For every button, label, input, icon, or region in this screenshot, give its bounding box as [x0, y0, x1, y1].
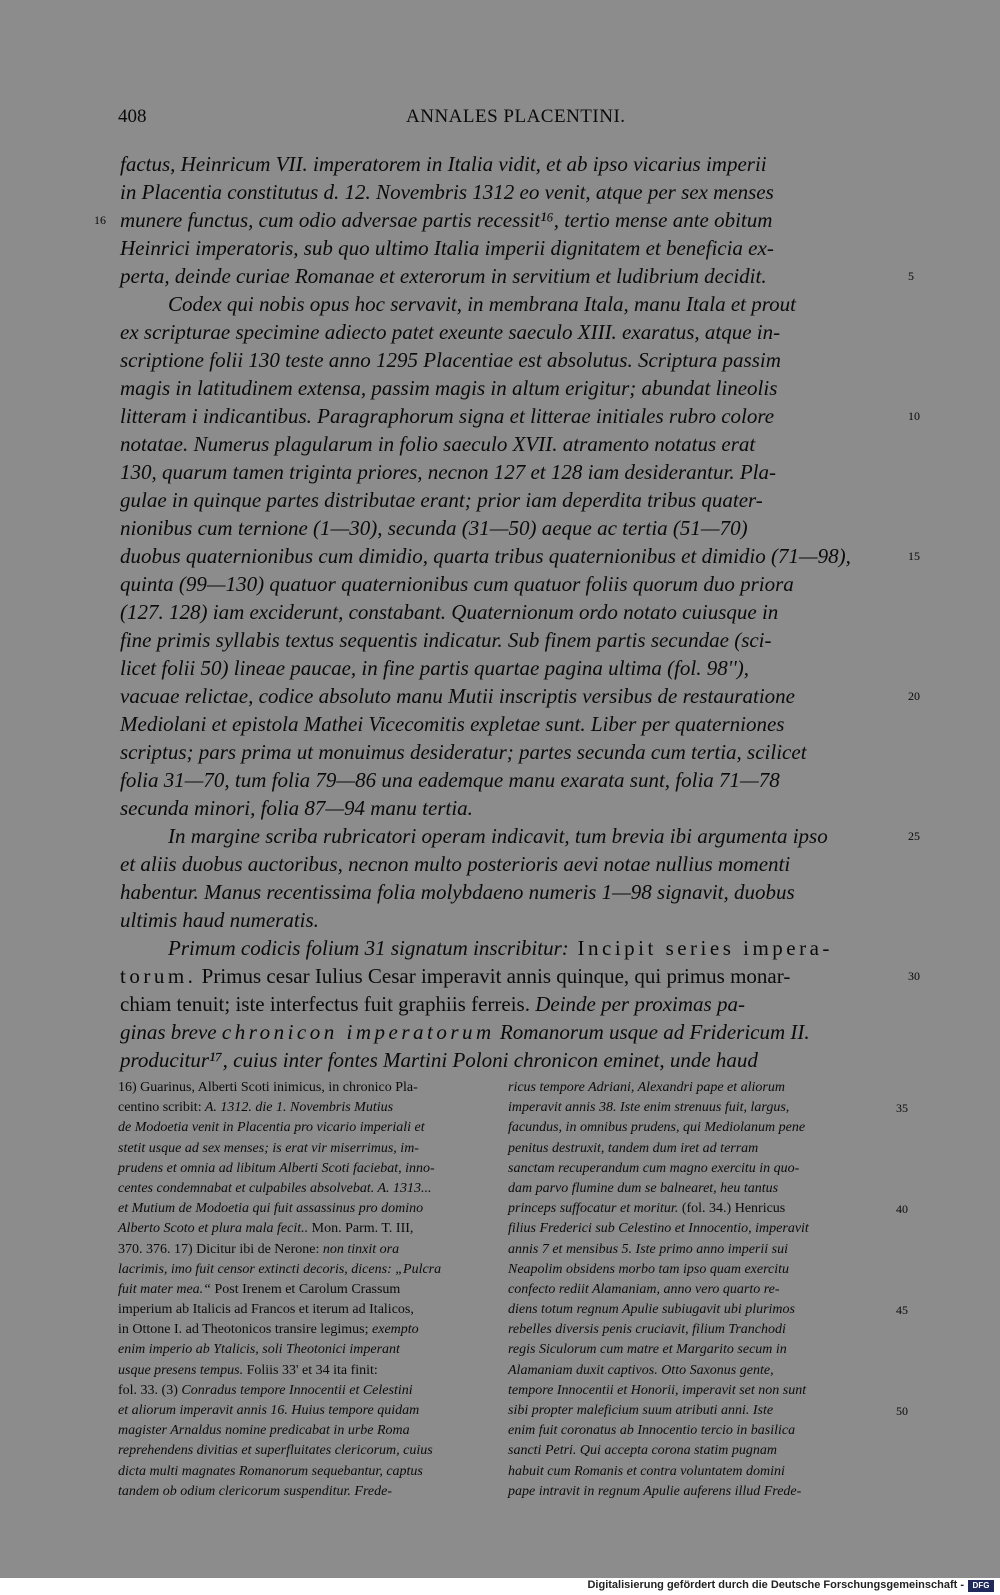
line-number: 20 [908, 689, 920, 703]
text-run: tandem ob odium clericorum suspenditur. Frede- [118, 1483, 392, 1499]
footnote-line [118, 1340, 496, 1360]
running-title: ANNALES PLACENTINI. [406, 106, 626, 127]
text-run: magis in latitudinem extensa, passim magis in altum erigitur; abundat lineolis [120, 376, 778, 400]
line-text [120, 402, 774, 430]
line-text [120, 654, 749, 682]
main-text-line [120, 878, 900, 906]
footer-credit: Digitalisierung gefördert durch die Deutsche Forschungsgemeinschaft - [587, 1579, 964, 1591]
line-text [120, 290, 796, 318]
text-run: ricus tempore Adriani, Alexandri pape et aliorum [508, 1080, 785, 1095]
footnote-column-left [118, 1078, 496, 1502]
text-run: habentur. Manus recentissima folia molybdaeno numeris 1—98 signavit, duobus [120, 880, 795, 904]
footnote-column-right [508, 1078, 908, 1502]
text-run: regis Siculorum cum matre et Margarito secum in [508, 1342, 787, 1358]
main-text-line [120, 150, 900, 178]
text-run: (127. 128) iam exciderunt, constabant. Quaternionum ordo notato cuiusque in [120, 600, 779, 624]
line-text [120, 234, 774, 262]
line-number: 30 [908, 969, 920, 983]
text-run: vacuae relictae, codice absoluto manu Mutii inscriptis versibus de restauratione [120, 684, 795, 708]
footnote-line [118, 1219, 496, 1239]
main-text-line [120, 514, 900, 542]
text-run: folia 31—70, tum folia 79—86 una eademque manu exarata sunt, folia 71—78 [120, 768, 780, 792]
text-run: pape intravit in regnum Apulie auferens illud Frede- [508, 1483, 802, 1499]
line-text [120, 206, 772, 234]
footnote-line [508, 1118, 886, 1138]
line-number: 35 [896, 1101, 908, 1116]
footnote-line [118, 1320, 496, 1340]
main-text-line [120, 374, 900, 402]
text-run: centino scribit: [118, 1100, 202, 1116]
footnote-line [508, 1320, 886, 1340]
text-run: enim imperio ab Ytalicis, soli Theotonici imperant [118, 1342, 400, 1358]
text-run: dam parvo flumine dum se balnearet, heu tantus [508, 1180, 779, 1196]
text-run: secunda minori, folia 87—94 manu tertia. [120, 796, 473, 820]
text-run: et aliorum imperavit annis 16. Huius tempore quidam [118, 1403, 420, 1418]
footnote-line [118, 1139, 496, 1159]
line-text [120, 430, 755, 458]
footnote-line [508, 1300, 908, 1320]
footnote-line [508, 1260, 886, 1280]
line-text [120, 262, 767, 290]
line-number: 50 [896, 1404, 908, 1418]
text-run: chronicon imperatorum [221, 1020, 495, 1044]
text-run: annis 7 et mensibus 5. Iste primo anno imperii sui [508, 1241, 788, 1257]
footnote-line [118, 1361, 496, 1381]
text-run: ex scripturae specimine adiecto patet exeunte saeculo XIII. exaratus, atque in- [120, 320, 781, 344]
footnote-line [508, 1179, 886, 1199]
main-text-line [120, 318, 900, 346]
text-run: A. 1312. die 1. Novembris Mutius [201, 1100, 394, 1116]
main-text-line [120, 962, 920, 990]
main-text-line [120, 290, 900, 318]
line-text [120, 710, 784, 738]
main-text-line [120, 766, 900, 794]
main-text-line [120, 458, 900, 486]
text-run: Primus cesar Iulius Cesar imperavit annis quinque, qui primus monar- [196, 964, 791, 988]
main-text-line [120, 1046, 900, 1074]
line-text [120, 514, 748, 542]
text-run: et aliis duobus auctoribus, necnon multo posterioris aevi notae nullius momenti [120, 852, 791, 876]
footnote-line [508, 1098, 908, 1118]
text-run: et Mutium de Modoetia qui fuit assassinus pro domino [118, 1201, 424, 1217]
text-run: fuit mater mea.“ [118, 1281, 211, 1297]
main-text-line [120, 850, 900, 878]
main-text-line [120, 262, 914, 290]
text-run: princeps suffocatur et moritur. [508, 1201, 679, 1217]
main-text-line [94, 206, 900, 234]
text-run: magister Arnaldus nomine predicabat in urbe Roma [118, 1423, 410, 1439]
text-run: torum. [120, 964, 197, 988]
main-text-line [120, 654, 900, 682]
text-run: factus, Heinricum VII. imperatorem in Italia vidit, et ab ipso vicarius imperii [120, 152, 767, 176]
line-number: 45 [896, 1303, 908, 1318]
footnote-line [508, 1159, 886, 1179]
footnote-line [118, 1462, 496, 1482]
main-text-line [120, 570, 900, 598]
page-number: 408 [118, 106, 147, 127]
text-run: 16) Guarinus, Alberti Scoti inimicus, in chronico Pla- [118, 1080, 418, 1095]
line-text [120, 346, 781, 374]
main-text-line [120, 402, 920, 430]
text-run: chiam tenuit; iste interfectus fuit graphiis ferreis. [120, 992, 530, 1016]
text-run: non tinxit ora [319, 1241, 400, 1257]
main-text-line [120, 234, 900, 262]
text-run: Mon. Parm. T. III, [308, 1221, 414, 1237]
main-text-line [120, 598, 900, 626]
text-run: in Ottone I. ad Theotonicos transire legimus; [118, 1322, 369, 1338]
main-text-line [120, 486, 900, 514]
line-text [120, 794, 473, 822]
text-run: Primum codicis folium 31 signatum inscribitur: [168, 936, 569, 960]
footnote-line [118, 1421, 496, 1441]
footnote-line [118, 1199, 496, 1219]
text-run: Deinde per proximas pa- [529, 992, 745, 1016]
text-run: Conradus tempore Innocentii et Celestini [177, 1382, 413, 1398]
text-run: duobus quaternionibus cum dimidio, quarta tribus quaternionibus et dimidio (71—98), [120, 544, 851, 568]
line-text [120, 486, 763, 514]
line-text [120, 318, 780, 346]
footnote-line [508, 1401, 908, 1421]
footnote-line [508, 1361, 886, 1381]
text-run: ginas breve [120, 1020, 222, 1044]
footnote-line [508, 1381, 886, 1401]
footnote-line [508, 1462, 886, 1482]
text-run: lacrimis, imo fuit censor extincti decoris, dicens: „Pulcra [118, 1261, 442, 1277]
text-run: gulae in quinque partes distributae erant; prior iam deperdita tribus quater- [120, 488, 763, 512]
text-run: habuit cum Romanis et contra voluntatem domini [508, 1463, 785, 1479]
footnote-line [118, 1179, 496, 1199]
text-run: 370. 376. 17) Dicitur ibi de Nerone: [118, 1241, 320, 1257]
footnote-line [118, 1381, 496, 1401]
footnote-line [118, 1280, 496, 1300]
main-text-line [120, 682, 920, 710]
line-text [120, 1046, 758, 1074]
line-text [120, 570, 794, 598]
running-head [118, 106, 900, 130]
text-run: in Placentia constitutus d. 12. Novembris 1312 eo venit, atque per sex menses [120, 180, 774, 204]
line-text [120, 850, 790, 878]
footnote-line [118, 1260, 496, 1280]
footnote-line [508, 1421, 886, 1441]
footnote-line [508, 1280, 886, 1300]
footnote-line [508, 1078, 886, 1098]
line-text [120, 962, 790, 990]
main-text-line [120, 1018, 900, 1046]
line-number: 5 [908, 269, 914, 283]
text-run: Heinrici imperatoris, sub quo ultimo Italia imperii dignitatem et beneficia ex- [120, 236, 774, 260]
line-text [120, 598, 778, 626]
line-number: 10 [908, 409, 920, 423]
text-run: sancti Petri. Qui accepta corona statim pugnam [508, 1443, 777, 1459]
text-run: (fol. 34.) Henricus [678, 1201, 786, 1217]
footer-bar [0, 1578, 1000, 1595]
footnote-line [118, 1098, 496, 1118]
text-run: dicta multi magnates Romanorum sequebantur, captus [118, 1463, 423, 1479]
main-text-line [120, 934, 900, 962]
text-run: Neapolim obsidens morbo tam ipso quam exercitu [508, 1261, 790, 1277]
text-run: nionibus cum ternione (1—30), secunda (31—50) aeque ac tertia (51—70) [120, 516, 748, 540]
main-text-line [120, 346, 900, 374]
text-run: munere functus, cum odio adversae partis recessit¹⁶, tertio mense ante obitum [120, 208, 773, 232]
footnote-line [508, 1219, 886, 1239]
main-text-line [120, 542, 920, 570]
line-text [120, 626, 772, 654]
footnote-line [118, 1401, 496, 1421]
main-text-line [120, 626, 900, 654]
line-text [120, 934, 833, 962]
text-run: fol. 33. (3) [118, 1382, 178, 1398]
line-text [120, 542, 851, 570]
footnote-line [118, 1078, 496, 1098]
text-run: producitur¹⁷, cuius inter fontes Martini Poloni chronicon eminet, unde haud [120, 1048, 758, 1072]
text-run: enim fuit coronatus ab Innocentio tercio in basilica [508, 1423, 796, 1439]
text-run: scriptione folii 130 teste anno 1295 Placentiae est absolutus. Scriptura passim [120, 348, 781, 372]
footnote-line [118, 1240, 496, 1260]
footnote-line [118, 1159, 496, 1179]
footnote-line [508, 1199, 908, 1219]
footnote-line [118, 1482, 496, 1502]
text-run: confecto rediit Alamaniam, anno vero quarto re- [508, 1281, 780, 1297]
text-run: perta, deinde curiae Romanae et exterorum in servitium et ludibrium decidit. [120, 264, 767, 288]
text-run: 130, quarum tamen triginta priores, necnon 127 et 128 iam desiderantur. Pla- [120, 460, 777, 484]
main-text-line [120, 794, 900, 822]
text-run: facundus, in omnibus prudens, qui Mediolanum pene [508, 1120, 806, 1136]
text-run: tempore Innocentii et Honorii, imperavit set non sunt [508, 1382, 807, 1398]
main-text-line [120, 822, 920, 850]
text-run: Post Irenem et Carolum Crassum [210, 1281, 401, 1297]
text-run: Alamaniam duxit captivos. Otto Saxonus gente, [508, 1362, 774, 1378]
main-text-line [120, 430, 900, 458]
line-text [120, 878, 795, 906]
line-text [120, 738, 807, 766]
footnote-line [508, 1139, 886, 1159]
text-run: imperium ab Italicis ad Francos et iterum ad Italicos, [118, 1302, 414, 1318]
line-number: 15 [908, 549, 920, 563]
text-run: rebelles diversis penis cruciavit, filium Tranchodi [508, 1322, 786, 1338]
footnote-line [508, 1240, 886, 1260]
text-run: diens totum regnum Apulie subiugavit ubi plurimos [508, 1302, 795, 1318]
footnote-line [118, 1300, 496, 1320]
main-text-block [94, 150, 920, 1074]
margin-note-marker: 16 [94, 213, 106, 227]
text-run: Romanorum usque ad Fridericum II. [494, 1020, 810, 1044]
line-text [120, 374, 777, 402]
footnote-line [508, 1482, 886, 1502]
text-run: Foliis 33' et 34 ita finit: [243, 1362, 378, 1378]
main-text-line [120, 710, 900, 738]
text-run: filius Frederici sub Celestino et Innocentio, imperavit [508, 1221, 809, 1237]
footnote-line [508, 1340, 886, 1360]
footnote-line [508, 1441, 886, 1461]
text-run: penitus destruxit, tandem dum iret ad terram [508, 1140, 759, 1156]
text-run: imperavit annis 38. Iste enim strenuus fuit, largus, [508, 1100, 790, 1116]
text-run: Codex qui nobis opus hoc servavit, in membrana Itala, manu Itala et prout [168, 292, 796, 316]
text-run: Alberto Scoto et plura mala fecit.. [118, 1221, 309, 1237]
line-text [120, 822, 828, 850]
text-run: prudens et omnia ad libitum Alberti Scoti faciebat, inno- [118, 1160, 435, 1176]
text-run: notatae. Numerus plagularum in folio saeculo XVII. atramento notatus erat [120, 432, 756, 456]
line-number: 25 [908, 829, 920, 843]
text-run: licet folii 50) lineae paucae, in fine partis quartae pagina ultima (fol. 98''), [120, 656, 749, 680]
text-run: exempto [368, 1322, 419, 1338]
text-run: reprehendens divitias et superfluitates clericorum, cuius [118, 1443, 433, 1459]
footnote-line [118, 1118, 496, 1138]
line-number: 40 [896, 1202, 908, 1217]
main-text-line [120, 738, 900, 766]
text-run: usque presens tempus. [118, 1362, 244, 1378]
main-text-line [120, 990, 900, 1018]
text-run: litteram i indicantibus. Paragraphorum signa et litterae initiales rubro colore [120, 404, 775, 428]
dfg-logo-icon: DFG [968, 1580, 994, 1592]
text-run: scriptus; pars prima ut monuimus desideratur; partes secunda cum tertia, scilicet [120, 740, 807, 764]
text-run: Mediolani et epistola Mathei Vicecomitis expletae sunt. Liber per quaterniones [120, 712, 785, 736]
footnote-line [118, 1441, 496, 1461]
text-run: quinta (99—130) quatuor quaternionibus cum quatuor foliis quorum duo priora [120, 572, 794, 596]
text-run: sibi propter maleficium suum atributi anni. Iste [508, 1403, 774, 1418]
line-text [120, 766, 780, 794]
line-text [120, 1018, 810, 1046]
text-run: fine primis syllabis textus sequentis indicatur. Sub finem partis secundae (sci- [120, 628, 772, 652]
text-run: In margine scriba rubricatori operam indicavit, tum brevia ibi argumenta ipso [168, 824, 828, 848]
text-run: Incipit series impera- [568, 936, 833, 960]
line-text [120, 458, 776, 486]
main-text-line [120, 906, 900, 934]
line-text [120, 990, 745, 1018]
text-run: stetit usque ad sex menses; is erat vir miserrimus, im- [118, 1140, 419, 1156]
text-run: de Modoetia venit in Placentia pro vicario imperiali et [118, 1120, 425, 1136]
line-text [120, 150, 767, 178]
text-run: centes condemnabat et culpabiles absolvebat. A. 1313... [118, 1180, 432, 1196]
main-text-line [120, 178, 900, 206]
line-text [120, 682, 795, 710]
text-run: sanctam recuperandum cum magno exercitu in quo- [508, 1160, 800, 1176]
text-run: ultimis haud numeratis. [120, 908, 319, 932]
line-text [120, 906, 319, 934]
line-text [120, 178, 774, 206]
